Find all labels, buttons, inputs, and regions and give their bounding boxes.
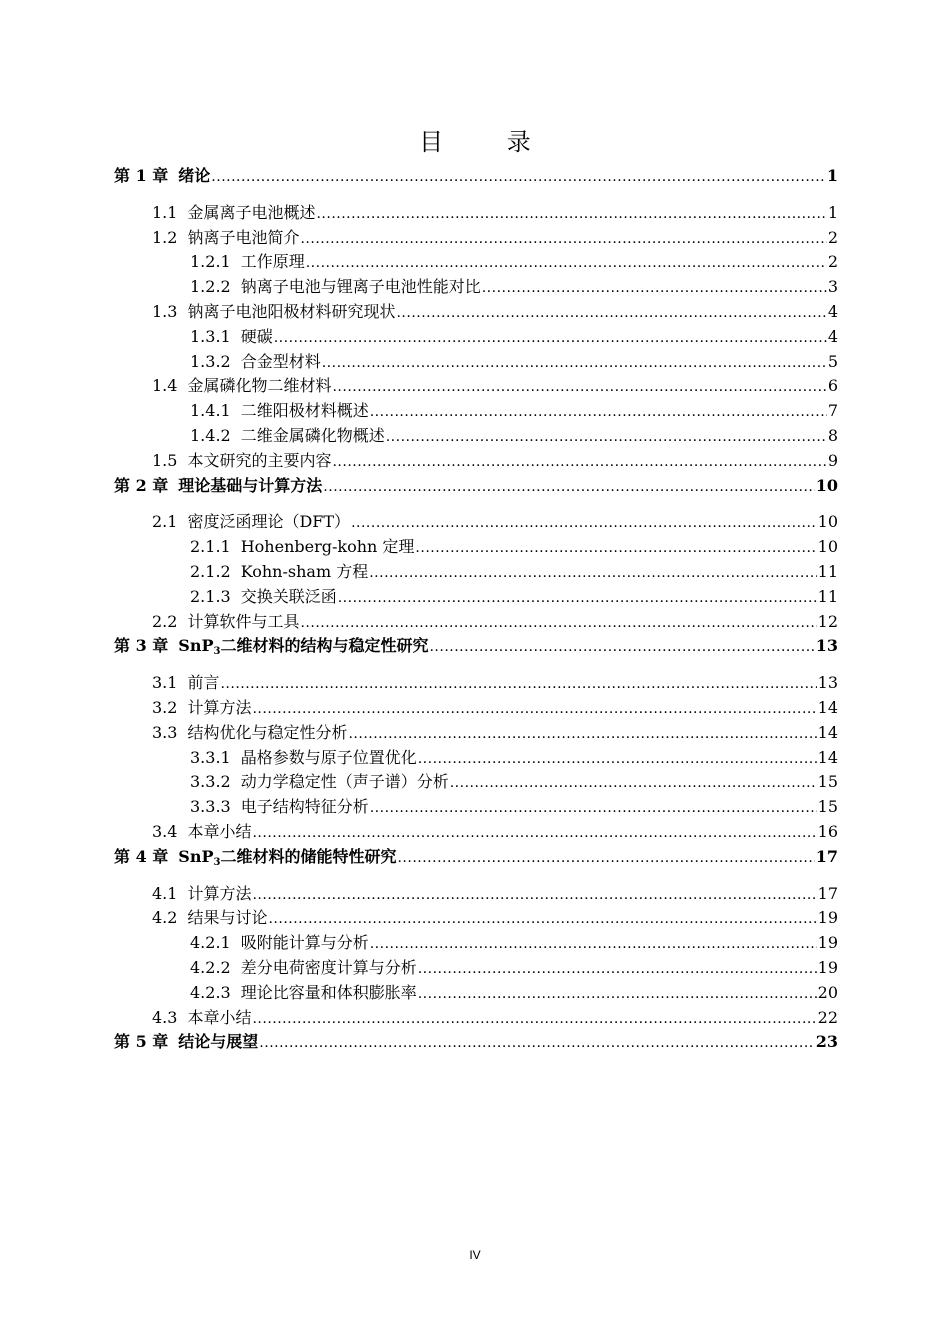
toc-entry-number: 第 5 章 bbox=[114, 1032, 169, 1052]
toc-entry-page-number: 11 bbox=[817, 586, 838, 606]
toc-dot-leader bbox=[220, 671, 816, 697]
toc-entry-title-text: 本章小结 bbox=[187, 821, 252, 841]
page-title: 目 录 bbox=[419, 128, 559, 156]
toc-entry-number: 2.1.1 bbox=[190, 537, 231, 557]
toc-entry[interactable] bbox=[114, 931, 838, 956]
toc-dot-leader bbox=[370, 795, 817, 821]
toc-entry[interactable] bbox=[114, 721, 838, 746]
toc-entry-number: 3.3.3 bbox=[190, 797, 231, 817]
toc-entry[interactable] bbox=[114, 845, 838, 870]
toc-entry-number: 4.1 bbox=[152, 883, 178, 903]
toc-entry[interactable] bbox=[114, 449, 838, 474]
toc-entry-page-number: 15 bbox=[817, 797, 838, 817]
toc-entry-page-number: 17 bbox=[815, 846, 838, 866]
toc-entry-number: 1.2 bbox=[152, 227, 178, 247]
toc-dot-leader bbox=[348, 721, 816, 747]
toc-entry-title-text: 动力学稳定性（声子谱）分析 bbox=[240, 772, 449, 792]
toc-entry-number: 3.2 bbox=[152, 697, 178, 717]
toc-entry[interactable] bbox=[114, 634, 838, 659]
toc-entry-title bbox=[187, 1006, 251, 1031]
toc-entry-number: 1.1 bbox=[152, 202, 178, 222]
toc-entry-page-number: 2 bbox=[827, 252, 838, 272]
toc-entry-title bbox=[187, 671, 219, 696]
toc-entry-title-text: 差分电荷密度计算与分析 bbox=[240, 957, 417, 977]
toc-entry-title bbox=[178, 474, 322, 499]
toc-dot-leader bbox=[429, 634, 814, 660]
toc-dot-leader bbox=[323, 474, 814, 500]
toc-entry[interactable] bbox=[114, 1030, 838, 1055]
toc-entry-number: 4.2 bbox=[152, 908, 178, 928]
toc-entry[interactable] bbox=[114, 696, 838, 721]
toc-entry-title-text: 金属磷化物二维材料 bbox=[187, 376, 332, 396]
toc-entry-number: 3.1 bbox=[152, 673, 178, 693]
toc-entry[interactable] bbox=[114, 250, 838, 275]
toc-entry-title bbox=[187, 449, 331, 474]
toc-dot-leader bbox=[370, 931, 817, 957]
toc-entry[interactable] bbox=[114, 474, 838, 499]
toc-entry-number: 2.1 bbox=[152, 512, 178, 532]
toc-entry-title-text: 本文研究的主要内容 bbox=[187, 450, 332, 470]
toc-entry-page-number: 3 bbox=[827, 277, 838, 297]
toc-entry-title bbox=[241, 956, 417, 981]
toc-entry[interactable] bbox=[114, 510, 838, 535]
page-number-footer: IV bbox=[469, 1248, 481, 1262]
toc-entry[interactable] bbox=[114, 585, 838, 610]
toc-entry-number: 4.3 bbox=[152, 1007, 178, 1027]
toc-dot-leader bbox=[274, 325, 827, 351]
toc-dot-leader bbox=[211, 164, 826, 190]
toc-entry-title-text: 计算软件与工具 bbox=[187, 611, 300, 631]
toc-entry[interactable] bbox=[114, 795, 838, 820]
toc-entry-page-number: 7 bbox=[827, 401, 838, 421]
toc-entry-number: 1.4.2 bbox=[190, 425, 231, 445]
table-of-contents bbox=[114, 164, 838, 1055]
toc-entry-title bbox=[241, 746, 417, 771]
toc-entry-title bbox=[187, 882, 251, 907]
toc-entry-title-text: 二维阳极材料概述 bbox=[240, 401, 369, 421]
toc-entry-title bbox=[187, 300, 395, 325]
toc-entry-number: 2.1.3 bbox=[190, 586, 231, 606]
toc-entry-title bbox=[241, 560, 369, 585]
toc-dot-leader bbox=[252, 1006, 816, 1032]
toc-entry-page-number: 1 bbox=[827, 202, 838, 222]
toc-dot-leader bbox=[386, 424, 827, 450]
toc-entry-page-number: 9 bbox=[827, 450, 838, 470]
toc-entry-title bbox=[178, 164, 210, 189]
toc-entry-page-number: 10 bbox=[817, 537, 838, 557]
toc-entry-title-text-after: 二维材料的结构与稳定性研究 bbox=[220, 636, 429, 656]
toc-entry-title-text: 密度泛函理论（DFT） bbox=[187, 512, 351, 532]
toc-entry-number: 3.3.1 bbox=[190, 747, 231, 767]
toc-entry-title bbox=[187, 696, 251, 721]
toc-entry-page-number: 17 bbox=[817, 883, 838, 903]
toc-dot-leader bbox=[418, 746, 817, 772]
toc-entry-title bbox=[178, 845, 396, 870]
toc-entry-page-number: 10 bbox=[815, 475, 838, 495]
toc-dot-leader bbox=[332, 449, 826, 475]
toc-entry-page-number: 4 bbox=[827, 301, 838, 321]
toc-dot-leader bbox=[418, 956, 817, 982]
toc-entry-title bbox=[187, 610, 299, 635]
toc-entry[interactable] bbox=[114, 770, 838, 795]
toc-entry[interactable] bbox=[114, 275, 838, 300]
toc-entry-page-number: 19 bbox=[817, 957, 838, 977]
toc-entry-title-text: 理论比容量和体积膨胀率 bbox=[240, 982, 417, 1002]
toc-entry[interactable] bbox=[114, 560, 838, 585]
toc-entry[interactable] bbox=[114, 226, 838, 251]
toc-dot-leader bbox=[259, 1030, 814, 1056]
toc-entry-number: 3.3 bbox=[152, 722, 178, 742]
toc-entry-page-number: 23 bbox=[815, 1032, 838, 1052]
toc-entry-title bbox=[187, 510, 350, 535]
toc-entry-title-text: 本章小结 bbox=[187, 1007, 252, 1027]
toc-entry-page-number: 19 bbox=[817, 933, 838, 953]
toc-entry-title bbox=[187, 226, 299, 251]
toc-entry[interactable] bbox=[114, 201, 838, 226]
toc-entry-page-number: 13 bbox=[817, 673, 838, 693]
toc-dot-leader bbox=[306, 250, 827, 276]
toc-entry-title bbox=[187, 820, 251, 845]
toc-entry-number: 2.2 bbox=[152, 611, 178, 631]
toc-entry-title-text: 工作原理 bbox=[240, 252, 305, 272]
toc-entry-page-number: 8 bbox=[827, 425, 838, 445]
toc-entry-title-text: 结论与展望 bbox=[178, 1032, 259, 1052]
toc-entry-title bbox=[241, 795, 369, 820]
toc-entry-title bbox=[187, 906, 267, 931]
toc-entry-title-text: 电子结构特征分析 bbox=[240, 797, 369, 817]
toc-entry-page-number: 20 bbox=[817, 982, 838, 1002]
toc-dot-leader bbox=[351, 510, 817, 536]
toc-dot-leader bbox=[316, 201, 826, 227]
toc-entry-title-text: SnP bbox=[178, 636, 214, 656]
toc-entry-title bbox=[241, 981, 417, 1006]
toc-entry-page-number: 2 bbox=[827, 227, 838, 247]
toc-entry-title-text-after: 二维材料的储能特性研究 bbox=[220, 846, 397, 866]
toc-dot-leader bbox=[396, 300, 826, 326]
toc-entry[interactable] bbox=[114, 956, 838, 981]
toc-entry-page-number: 14 bbox=[817, 697, 838, 717]
toc-entry-title-subscript: 3 bbox=[213, 646, 221, 658]
toc-entry-title bbox=[241, 585, 337, 610]
toc-entry-title-text: 合金型材料 bbox=[240, 351, 321, 371]
toc-entry-title bbox=[241, 770, 449, 795]
toc-entry[interactable] bbox=[114, 350, 838, 375]
toc-entry[interactable] bbox=[114, 374, 838, 399]
toc-entry[interactable] bbox=[114, 610, 838, 635]
toc-entry-title bbox=[187, 201, 315, 226]
toc-entry-number: 1.3.2 bbox=[190, 351, 231, 371]
toc-entry-number: 第 1 章 bbox=[114, 166, 169, 185]
toc-dot-leader bbox=[332, 374, 826, 400]
toc-entry-page-number: 16 bbox=[817, 821, 838, 841]
toc-entry-page-number: 11 bbox=[817, 561, 838, 581]
toc-entry-title-text: Hohenberg-kohn 定理 bbox=[240, 537, 415, 557]
toc-dot-leader bbox=[252, 820, 816, 846]
toc-entry-page-number: 12 bbox=[817, 611, 838, 631]
toc-entry-number: 第 4 章 bbox=[114, 846, 169, 866]
toc-entry-title bbox=[178, 1030, 258, 1055]
toc-entry-number: 1.4.1 bbox=[190, 401, 231, 421]
toc-entry-number: 1.4 bbox=[152, 376, 178, 396]
toc-entry-title-text: Kohn-sham 方程 bbox=[240, 561, 369, 581]
toc-entry-page-number: 1 bbox=[826, 166, 838, 185]
toc-entry-title bbox=[187, 721, 347, 746]
toc-dot-leader bbox=[397, 845, 814, 871]
toc-entry-title-text: 硬碳 bbox=[240, 326, 273, 346]
toc-entry-title-text: SnP bbox=[178, 846, 214, 866]
toc-entry-title bbox=[241, 350, 321, 375]
toc-dot-leader bbox=[300, 610, 816, 636]
toc-entry-title bbox=[241, 424, 385, 449]
toc-entry-number: 第 2 章 bbox=[114, 475, 169, 495]
toc-dot-leader bbox=[482, 275, 827, 301]
toc-entry-title bbox=[241, 250, 305, 275]
toc-entry-title bbox=[241, 325, 273, 350]
toc-entry-title-text: 前言 bbox=[187, 673, 220, 693]
toc-entry-title-text: 交换关联泛函 bbox=[240, 586, 337, 606]
toc-entry-number: 1.3 bbox=[152, 301, 178, 321]
toc-entry-title-text: 理论基础与计算方法 bbox=[178, 475, 323, 495]
toc-entry-number: 1.2.2 bbox=[190, 277, 231, 297]
toc-entry-title bbox=[178, 634, 428, 659]
toc-entry-title-text: 晶格参数与原子位置优化 bbox=[240, 747, 417, 767]
toc-dot-leader bbox=[369, 560, 816, 586]
toc-entry-number: 4.2.2 bbox=[190, 957, 231, 977]
toc-dot-leader bbox=[338, 585, 817, 611]
toc-entry-title bbox=[241, 275, 481, 300]
toc-entry[interactable] bbox=[114, 981, 838, 1006]
toc-entry-title bbox=[241, 399, 369, 424]
toc-entry-title-text: 二维金属磷化物概述 bbox=[240, 425, 385, 445]
toc-entry-page-number: 4 bbox=[827, 326, 838, 346]
toc-entry-number: 4.2.3 bbox=[190, 982, 231, 1002]
toc-entry[interactable] bbox=[114, 399, 838, 424]
toc-entry-number: 第 3 章 bbox=[114, 636, 169, 656]
toc-entry-title-text: 计算方法 bbox=[187, 697, 252, 717]
toc-entry[interactable] bbox=[114, 820, 838, 845]
toc-entry-number: 3.4 bbox=[152, 821, 178, 841]
toc-entry-number: 1.3.1 bbox=[190, 326, 231, 346]
toc-entry-page-number: 14 bbox=[817, 747, 838, 767]
toc-dot-leader bbox=[370, 399, 827, 425]
toc-entry-title-text: 计算方法 bbox=[187, 883, 252, 903]
toc-entry-page-number: 5 bbox=[827, 351, 838, 371]
toc-entry-title-subscript: 3 bbox=[213, 856, 221, 868]
toc-entry-number: 1.2.1 bbox=[190, 252, 231, 272]
toc-entry-title-text: 结构优化与稳定性分析 bbox=[187, 722, 348, 742]
toc-entry-page-number: 15 bbox=[817, 772, 838, 792]
toc-entry-page-number: 10 bbox=[817, 512, 838, 532]
toc-entry-page-number: 22 bbox=[817, 1007, 838, 1027]
toc-entry-title-text: 金属离子电池概述 bbox=[187, 202, 316, 222]
toc-entry[interactable] bbox=[114, 882, 838, 907]
toc-entry-page-number: 6 bbox=[827, 376, 838, 396]
toc-dot-leader bbox=[418, 981, 817, 1007]
toc-dot-leader bbox=[450, 770, 817, 796]
toc-entry[interactable] bbox=[114, 1006, 838, 1031]
toc-entry-title-text: 绪论 bbox=[178, 166, 211, 185]
toc-entry-title bbox=[241, 931, 369, 956]
toc-entry-title-text: 钠离子电池与锂离子电池性能对比 bbox=[240, 277, 481, 297]
toc-entry[interactable] bbox=[114, 906, 838, 931]
toc-entry-number: 4.2.1 bbox=[190, 933, 231, 953]
toc-entry-page-number: 19 bbox=[817, 908, 838, 928]
toc-entry[interactable] bbox=[114, 671, 838, 696]
toc-entry[interactable] bbox=[114, 535, 838, 560]
toc-entry-title-text: 结果与讨论 bbox=[187, 908, 268, 928]
toc-entry-title bbox=[187, 374, 331, 399]
toc-entry-number: 1.5 bbox=[152, 450, 178, 470]
toc-dot-leader bbox=[268, 906, 816, 932]
toc-entry[interactable] bbox=[114, 325, 838, 350]
toc-dot-leader bbox=[300, 226, 826, 252]
toc-dot-leader bbox=[322, 350, 827, 376]
toc-entry-title-text: 钠离子电池简介 bbox=[187, 227, 300, 247]
toc-dot-leader bbox=[252, 696, 816, 722]
toc-dot-leader bbox=[415, 535, 816, 561]
toc-entry[interactable] bbox=[114, 424, 838, 449]
toc-entry-number: 2.1.2 bbox=[190, 561, 231, 581]
toc-entry[interactable] bbox=[114, 300, 838, 325]
toc-entry-page-number: 14 bbox=[817, 722, 838, 742]
toc-entry-title-text: 吸附能计算与分析 bbox=[240, 933, 369, 953]
toc-entry-page-number: 13 bbox=[815, 636, 838, 656]
toc-entry-title-text: 钠离子电池阳极材料研究现状 bbox=[187, 301, 396, 321]
toc-entry-title bbox=[241, 535, 415, 560]
toc-entry[interactable] bbox=[114, 746, 838, 771]
toc-entry-number: 3.3.2 bbox=[190, 772, 231, 792]
toc-dot-leader bbox=[252, 882, 816, 908]
toc-entry[interactable] bbox=[114, 164, 838, 189]
